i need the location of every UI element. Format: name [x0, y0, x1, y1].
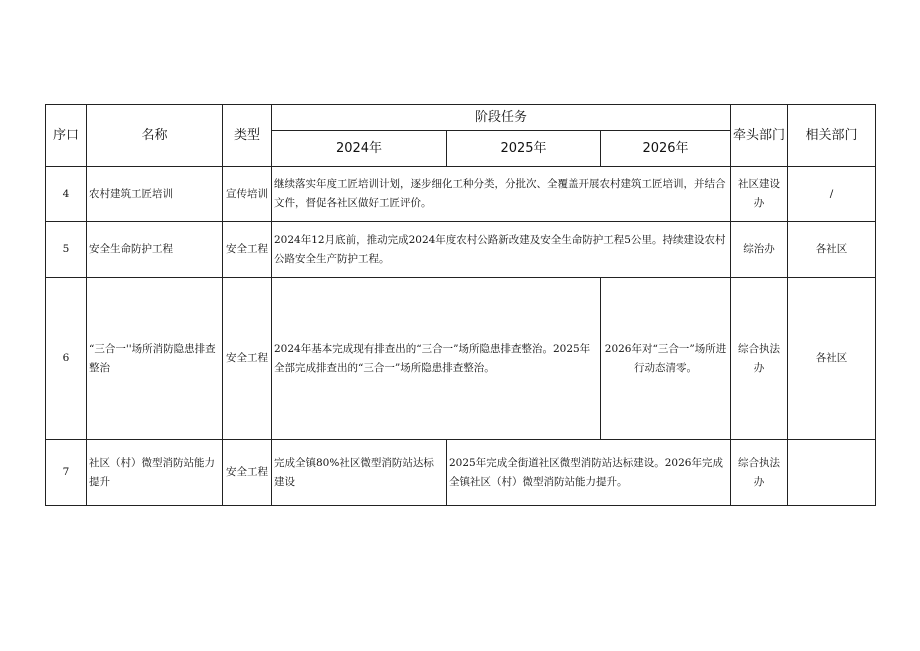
stage-task-table	[45, 104, 876, 506]
row-seq: 4	[46, 167, 87, 222]
row-lead-dept: 综治办	[731, 222, 788, 278]
row-related-dept: 各社区	[788, 222, 876, 278]
row-type: 安全工程	[223, 278, 272, 440]
row-lead-dept: 综合执法办	[731, 440, 788, 506]
row-name: “三合一''场所消防隐患排查整治	[87, 278, 223, 440]
table-row	[46, 167, 876, 222]
row-name: 农村建筑工匠培训	[87, 167, 223, 222]
col-header-2026: 2026年	[601, 131, 731, 167]
row-type: 安全工程	[223, 222, 272, 278]
row-type: 宣传培训	[223, 167, 272, 222]
row-seq: 6	[46, 278, 87, 440]
row-lead-dept: 综合执法办	[731, 278, 788, 440]
row-task: 2024年12月底前，推动完成2024年度农村公路新改建及安全生命防护工程5公里。持续建设农村公路安全生产防护工程。	[272, 222, 731, 278]
row-task-2026: 2026年对“三合一”场所进行动态清零。	[601, 278, 731, 440]
row-name: 社区（村）微型消防站能力提升	[87, 440, 223, 506]
col-header-related-dept: 相关部门	[788, 105, 876, 167]
row-type: 安全工程	[223, 440, 272, 506]
table-row	[46, 278, 876, 440]
row-related-dept: /	[788, 167, 876, 222]
table-row	[46, 440, 876, 506]
row-name: 安全生命防护工程	[87, 222, 223, 278]
row-task-2024-2025: 2024年基本完成现有排查出的“三合一”场所隐患排查整治。2025年全部完成排查出的“三合一”场所隐患排查整治。	[272, 278, 601, 440]
col-header-2024: 2024年	[272, 131, 447, 167]
row-task-2024: 完成全镇80%社区微型消防站达标建设	[272, 440, 447, 506]
col-header-lead-dept: 牵头部门	[731, 105, 788, 167]
header-row	[46, 105, 876, 131]
row-task: 继续落实年度工匠培训计划，逐步细化工种分类，分批次、全覆盖开展农村建筑工匠培训，并结合文件，督促各社区做好工匠评价。	[272, 167, 731, 222]
col-header-name: 名称	[87, 105, 223, 167]
col-header-type: 类型	[223, 105, 272, 167]
row-related-dept: 各社区	[788, 278, 876, 440]
row-seq: 7	[46, 440, 87, 506]
row-lead-dept: 社区建设办	[731, 167, 788, 222]
row-related-dept	[788, 440, 876, 506]
row-seq: 5	[46, 222, 87, 278]
col-header-stage-tasks: 阶段任务	[272, 105, 731, 131]
row-task-2025-2026: 2025年完成全街道社区微型消防站达标建设。2026年完成全镇社区（村）微型消防站能力提升。	[447, 440, 731, 506]
col-header-2025: 2025年	[447, 131, 601, 167]
col-header-seq: 序口	[46, 105, 87, 167]
table-row	[46, 222, 876, 278]
